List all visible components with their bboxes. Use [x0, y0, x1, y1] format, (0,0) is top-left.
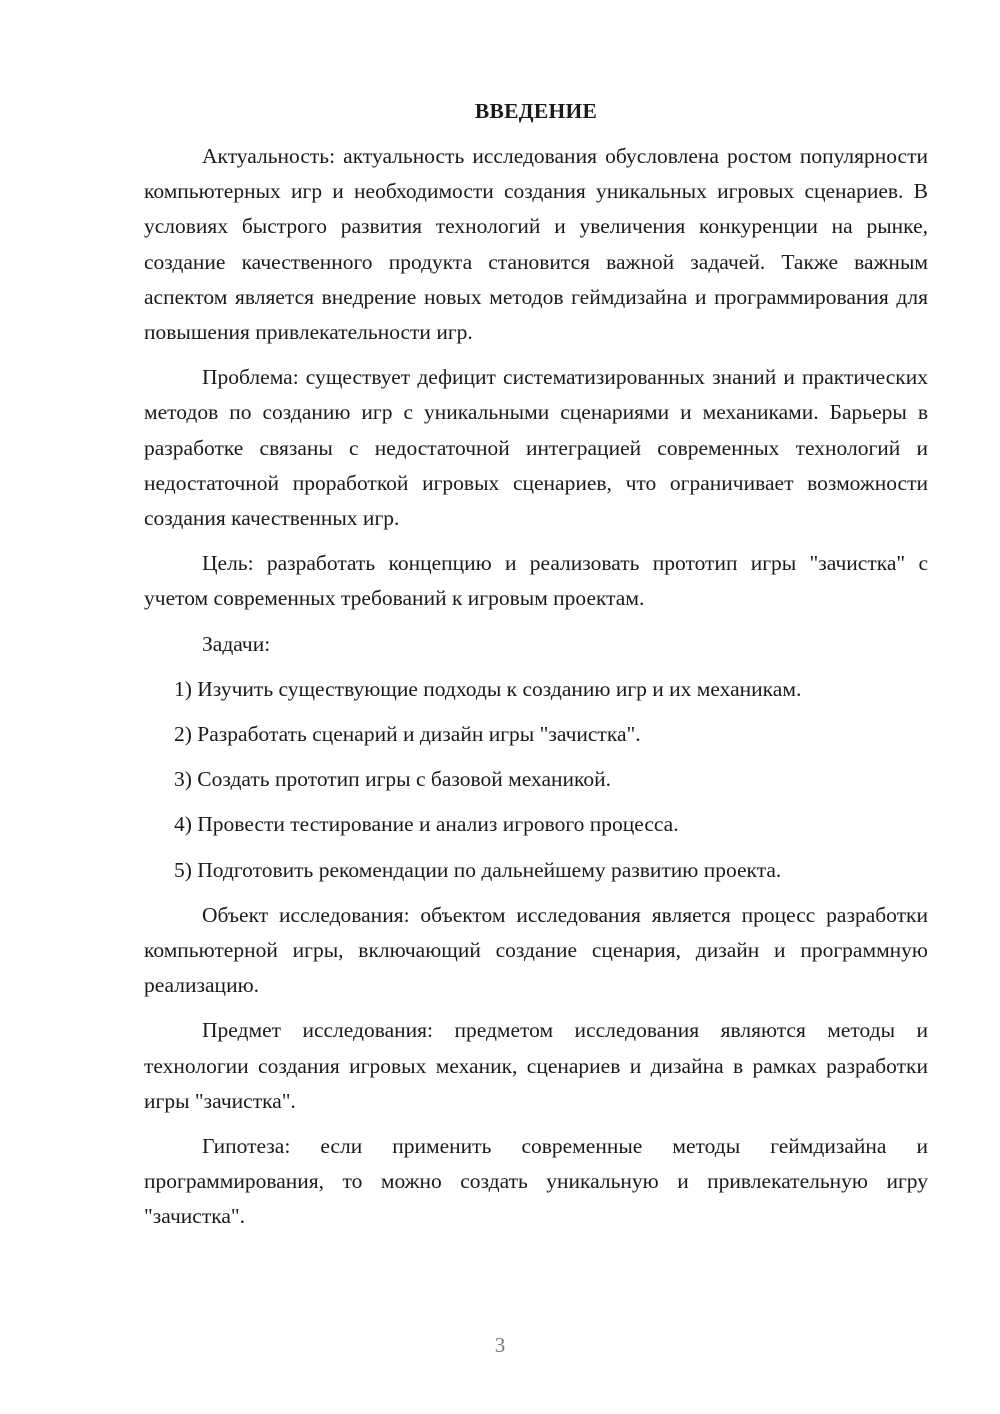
page-number: 3 [494, 1333, 506, 1357]
page-content [144, 96, 928, 1245]
task-item: 2) Разработать сценарий и дизайн игры "зачистка". [174, 722, 641, 747]
task-item: 3) Создать прототип игры с базовой механикой. [174, 767, 611, 792]
subject-paragraph: Предмет исследования: предметом исследования являются методы и технологии создания игровых механик, сценариев и дизайна в рамках разработки игры "зачистка". [144, 1018, 928, 1113]
object-paragraph: Объект исследования: объектом исследования является процесс разработки компьютерной игры, включающий создание сценария, дизайн и программную реализацию. [144, 902, 928, 998]
task-item: 1) Изучить существующие подходы к созданию игр и их механикам. [174, 676, 802, 701]
goal-paragraph: Цель: разработать концепцию и реализовать прототип игры "зачистка" с учетом современных требований к игровым проектам. [144, 551, 928, 611]
problem-paragraph: Проблема: существует дефицит систематизированных знаний и практических методов по созданию игр с уникальными сценариями и механиками. Барьеры в разработке связаны с недостаточной интеграцией современных технологий и недостаточной проработкой игровых сценариев, что ограничивает возможности создания качественных игр. [144, 365, 928, 531]
tasks-label: Задачи: [202, 631, 271, 656]
relevance-paragraph: Актуальность: актуальность исследования обусловлена ростом популярности компьютерных игр и необходимости создания уникальных игровых сценариев. В условиях быстрого развития технологий и увеличения конкуренции на рынке, создание качественного продукта становится важной задачей. Также важным аспектом является внедрение новых методов геймдизайна и программирования для повышения привлекательности игр. [144, 144, 928, 345]
hypothesis-paragraph: Гипотеза: если применить современные методы геймдизайна и программирования, то можно создать уникальную и привлекательную игру "зачистка". [144, 1134, 928, 1229]
section-heading: ВВЕДЕНИЕ [474, 99, 598, 123]
task-item: 4) Провести тестирование и анализ игрового процесса. [174, 812, 679, 837]
task-item: 5) Подготовить рекомендации по дальнейшему развитию проекта. [174, 857, 782, 882]
